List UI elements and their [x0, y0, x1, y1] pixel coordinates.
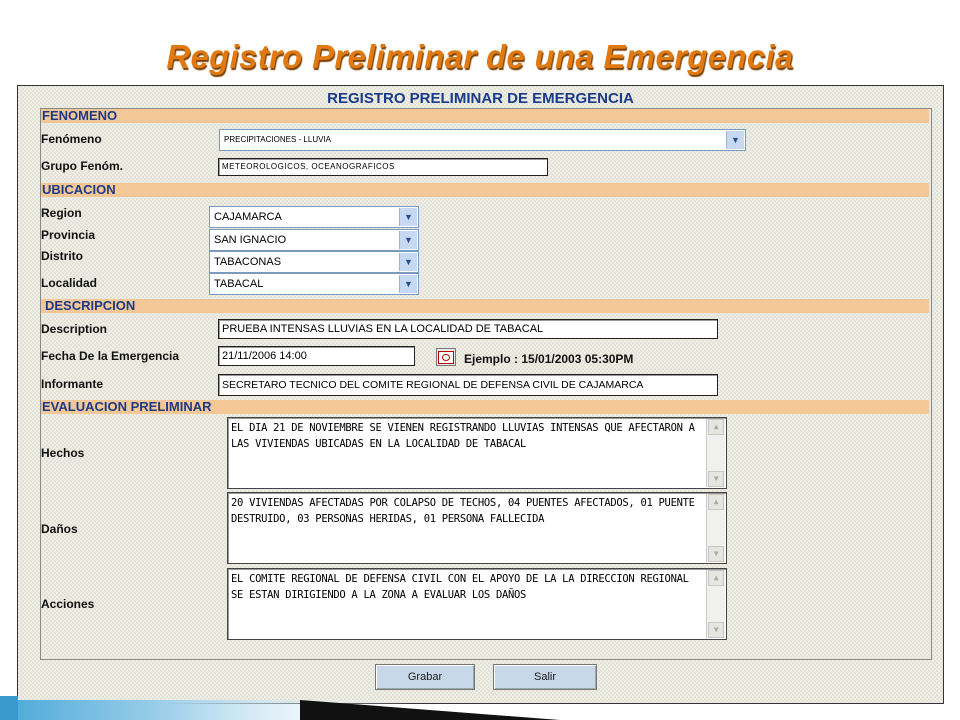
- chevron-down-icon[interactable]: ▼: [399, 208, 417, 226]
- localidad-label: Localidad: [41, 276, 98, 290]
- scroll-up-icon[interactable]: ▲: [708, 419, 724, 435]
- distrito-select-value: TABACONAS: [214, 256, 282, 268]
- hechos-text: EL DIA 21 DE NOVIEMBRE SE VIENEN REGISTRANDO LLUVIAS INTENSAS QUE AFECTARON A LAS VIVIENDAS UBICADAS EN LA LOCALIDAD DE TABACAL: [231, 422, 695, 450]
- section-descripcion: DESCRIPCION: [41, 299, 929, 313]
- danos-label: Daños: [41, 522, 78, 536]
- fecha-field[interactable]: 21/11/2006 14:00: [218, 346, 415, 366]
- informante-field[interactable]: SECRETARO TECNICO DEL COMITE REGIONAL DE DEFENSA CIVIL DE CAJAMARCA: [218, 374, 718, 396]
- hechos-textarea[interactable]: [227, 417, 727, 489]
- chevron-down-icon[interactable]: ▼: [726, 131, 744, 149]
- informante-label: Informante: [41, 377, 104, 391]
- grupo-fenomeno-label: Grupo Fenóm.: [41, 159, 123, 173]
- localidad-select-value: TABACAL: [214, 278, 264, 290]
- grupo-fenomeno-field[interactable]: METEOROLOGICOS, OCEANOGRAFICOS: [218, 158, 548, 176]
- chevron-down-icon[interactable]: ▼: [399, 253, 417, 271]
- fenomeno-select[interactable]: [219, 129, 746, 151]
- fenomeno-select-value: PRECIPITACIONES - LLUVIA: [224, 135, 331, 144]
- scroll-down-icon[interactable]: ▼: [708, 622, 724, 638]
- calendar-icon: [438, 351, 454, 364]
- scroll-up-icon[interactable]: ▲: [708, 494, 724, 510]
- danos-text: 20 VIVIENDAS AFECTADAS POR COLAPSO DE TECHOS, 04 PUENTES AFECTADOS, 01 PUENTE DESTRUIDO, 03 PERSONAS HERIDAS, 01 PERSONA FALLECIDA: [231, 497, 695, 525]
- provincia-select[interactable]: [209, 229, 419, 251]
- fecha-example-hint: Ejemplo : 15/01/2003 05:30PM: [464, 352, 634, 366]
- hechos-label: Hechos: [41, 446, 85, 460]
- salir-button[interactable]: Salir: [493, 664, 597, 690]
- provincia-select-value: SAN IGNACIO: [214, 234, 287, 246]
- fenomeno-label: Fenómeno: [41, 132, 102, 146]
- hechos-scrollbar[interactable]: [706, 419, 725, 487]
- chevron-down-icon[interactable]: ▼: [399, 231, 417, 249]
- scroll-up-icon[interactable]: ▲: [708, 570, 724, 586]
- description-label: Description: [41, 322, 108, 336]
- scroll-down-icon[interactable]: ▼: [708, 546, 724, 562]
- acciones-scrollbar[interactable]: [706, 570, 725, 638]
- description-field[interactable]: PRUEBA INTENSAS LLUVIAS EN LA LOCALIDAD DE TABACAL: [218, 319, 718, 339]
- region-select[interactable]: [209, 206, 419, 228]
- provincia-label: Provincia: [41, 228, 96, 242]
- calendar-button[interactable]: [436, 348, 456, 366]
- fecha-label: Fecha De la Emergencia: [41, 349, 180, 363]
- section-fenomeno: FENOMENO: [41, 109, 929, 123]
- section-ubicacion: UBICACION: [41, 183, 929, 197]
- distrito-select[interactable]: [209, 251, 419, 273]
- grabar-button[interactable]: Grabar: [375, 664, 475, 690]
- danos-textarea[interactable]: [227, 492, 727, 564]
- scroll-down-icon[interactable]: ▼: [708, 471, 724, 487]
- form-title: REGISTRO PRELIMINAR DE EMERGENCIA: [327, 90, 634, 107]
- slide-title: Registro Preliminar de una Emergencia: [166, 38, 794, 75]
- region-label: Region: [41, 206, 82, 220]
- region-select-value: CAJAMARCA: [214, 211, 282, 223]
- danos-scrollbar[interactable]: [706, 494, 725, 562]
- acciones-text: EL COMITE REGIONAL DE DEFENSA CIVIL CON EL APOYO DE LA LA DIRECCION REGIONAL SE ESTAN DIRIGIENDO A LA ZONA A EVALUAR LOS DAÑOS: [231, 573, 689, 601]
- decorative-swoosh: [0, 696, 960, 720]
- acciones-label: Acciones: [41, 597, 95, 611]
- section-evaluacion: EVALUACION PRELIMINAR: [41, 400, 929, 414]
- form-frame: [17, 85, 944, 704]
- chevron-down-icon[interactable]: ▼: [399, 275, 417, 293]
- distrito-label: Distrito: [41, 249, 83, 263]
- acciones-textarea[interactable]: [227, 568, 727, 640]
- localidad-select[interactable]: [209, 273, 419, 295]
